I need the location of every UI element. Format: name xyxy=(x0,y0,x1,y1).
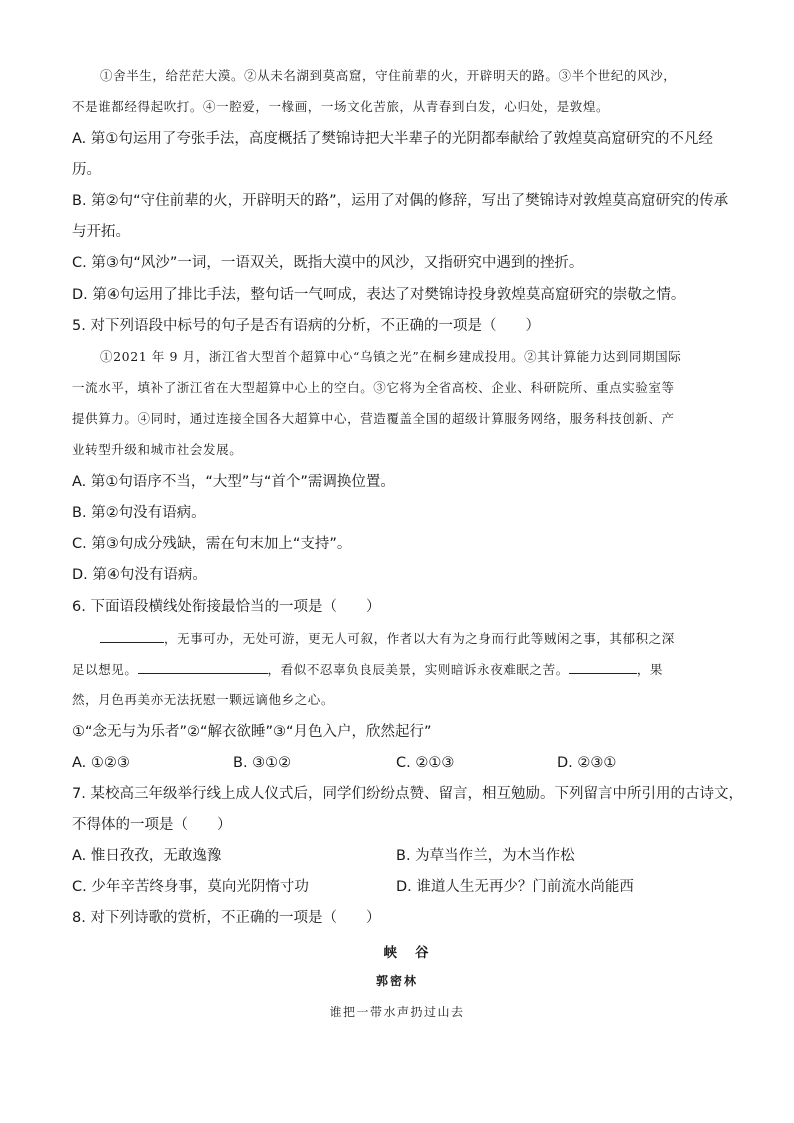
q5-option-b: B. 第②句没有语病。 xyxy=(72,505,206,521)
q6-option-c: C. ②①③ xyxy=(396,755,455,771)
q4-option-d: D. 第④句运用了排比手法，整句话一气呵成，表达了对樊锦诗投身敦煌莫高窟研究的崇敬之情。 xyxy=(72,287,686,303)
q6-blank-2 xyxy=(138,659,268,674)
q5-passage-line4: 业转型升级和城市社会发展。 xyxy=(72,442,243,457)
q4-option-b-line1: B. 第②句“守住前辈的火，开辟明天的路”，运用了对偶的修辞，写出了樊锦诗对敦煌莫高窟研究的传承 xyxy=(72,193,729,209)
q5-option-d: D. 第④句没有语病。 xyxy=(72,567,207,583)
q5-passage-line1: ①2021 年 9 月，浙江省大型首个超算中心“乌镇之光”在桐乡建成投用。②其计算能力达到同期国际 xyxy=(100,349,682,364)
q6-blank-3 xyxy=(569,659,637,674)
q6-option-a: A. ①②③ xyxy=(72,755,130,771)
q6-passage-text2c: ，果 xyxy=(636,662,664,677)
q7-option-b: B. 为草当作兰，为木当作松 xyxy=(396,848,575,864)
q7-option-d: D. 谁道人生无再少？门前流水尚能西 xyxy=(396,879,634,895)
q6-stem: 6. 下面语段横线处衔接最恰当的一项是（ ） xyxy=(72,599,381,615)
q5-stem: 5. 对下列语段中标号的句子是否有语病的分析，不正确的一项是（ ） xyxy=(72,318,540,334)
poem-title: 峡谷 xyxy=(383,945,447,961)
passage4-line2: 不是谁都经得起吹打。④一腔爱，一椽画，一场文化苦旅，从青春到白发，心归处，是敦煌。 xyxy=(72,99,610,114)
q7-option-c: C. 少年辛苦终身事，莫向光阴惰寸功 xyxy=(72,879,309,895)
q6-sentences: ①“念无与为乐者”②“解衣欲睡”③“月色入户，欣然起行” xyxy=(72,724,432,740)
q7-option-a: A. 惟日孜孜，无敢逸豫 xyxy=(72,848,222,864)
q7-stem-line1: 7. 某校高三年级举行线上成人仪式后，同学们纷纷点赞、留言，相互勉励。下列留言中所引用的古诗文， xyxy=(72,786,743,802)
q6-passage-line2 xyxy=(72,659,663,680)
q5-passage-line2: 一流水平，填补了浙江省在大型超算中心上的空白。③它将为全省高校、企业、科研院所、重点实验室等 xyxy=(72,380,675,395)
q6-passage-line1 xyxy=(100,628,675,649)
q5-option-c: C. 第③句成分残缺，需在句末加上“支持”。 xyxy=(72,536,352,552)
q4-option-c: C. 第③句“风沙”一词，一语双关，既指大漠中的风沙，又指研究中遇到的挫折。 xyxy=(72,255,584,271)
q4-option-b-line2: 与开拓。 xyxy=(72,224,130,240)
q6-option-d: D. ②③① xyxy=(557,755,617,771)
q5-passage-line3: 提供算力。④同时，通过连接全国各大超算中心，营造覆盖全国的超级计算服务网络，服务科技创新、产 xyxy=(72,411,675,426)
q4-option-a-line1: A. 第①句运用了夸张手法，高度概括了樊锦诗把大半辈子的光阴都奉献给了敦煌莫高窟研究的不凡经 xyxy=(72,131,713,147)
passage4-line1: ①舍半生，给茫茫大漠。②从未名湖到莫高窟，守住前辈的火，开辟明天的路。③半个世纪的风沙， xyxy=(100,68,677,83)
poem-line-1: 谁把一带水声扔过山去 xyxy=(329,1005,465,1019)
q6-option-b: B. ③①② xyxy=(233,755,292,771)
q6-passage-text2b: ，看似不忍辜负良辰美景，实则暗诉永夜难眠之苦。 xyxy=(267,662,569,677)
q8-stem: 8. 对下列诗歌的赏析，不正确的一项是（ ） xyxy=(72,910,381,926)
q6-passage-text2a: 足以想见。 xyxy=(72,662,138,677)
q4-option-a-line2: 历。 xyxy=(72,162,101,178)
q5-option-a: A. 第①句语序不当，“大型”与“首个”需调换位置。 xyxy=(72,474,395,490)
q6-passage-line3: 然，月色再美亦无法抚慰一颗远谪他乡之心。 xyxy=(72,692,335,707)
q6-blank-1 xyxy=(100,628,164,643)
q7-stem-line2: 不得体的一项是（ ） xyxy=(72,817,232,833)
q6-passage-text1: ，无事可办，无处可游，更无人可叙，作者以大有为之身而行此等贼闲之事，其郁积之深 xyxy=(164,631,675,646)
poem-author: 郭密林 xyxy=(375,974,418,988)
